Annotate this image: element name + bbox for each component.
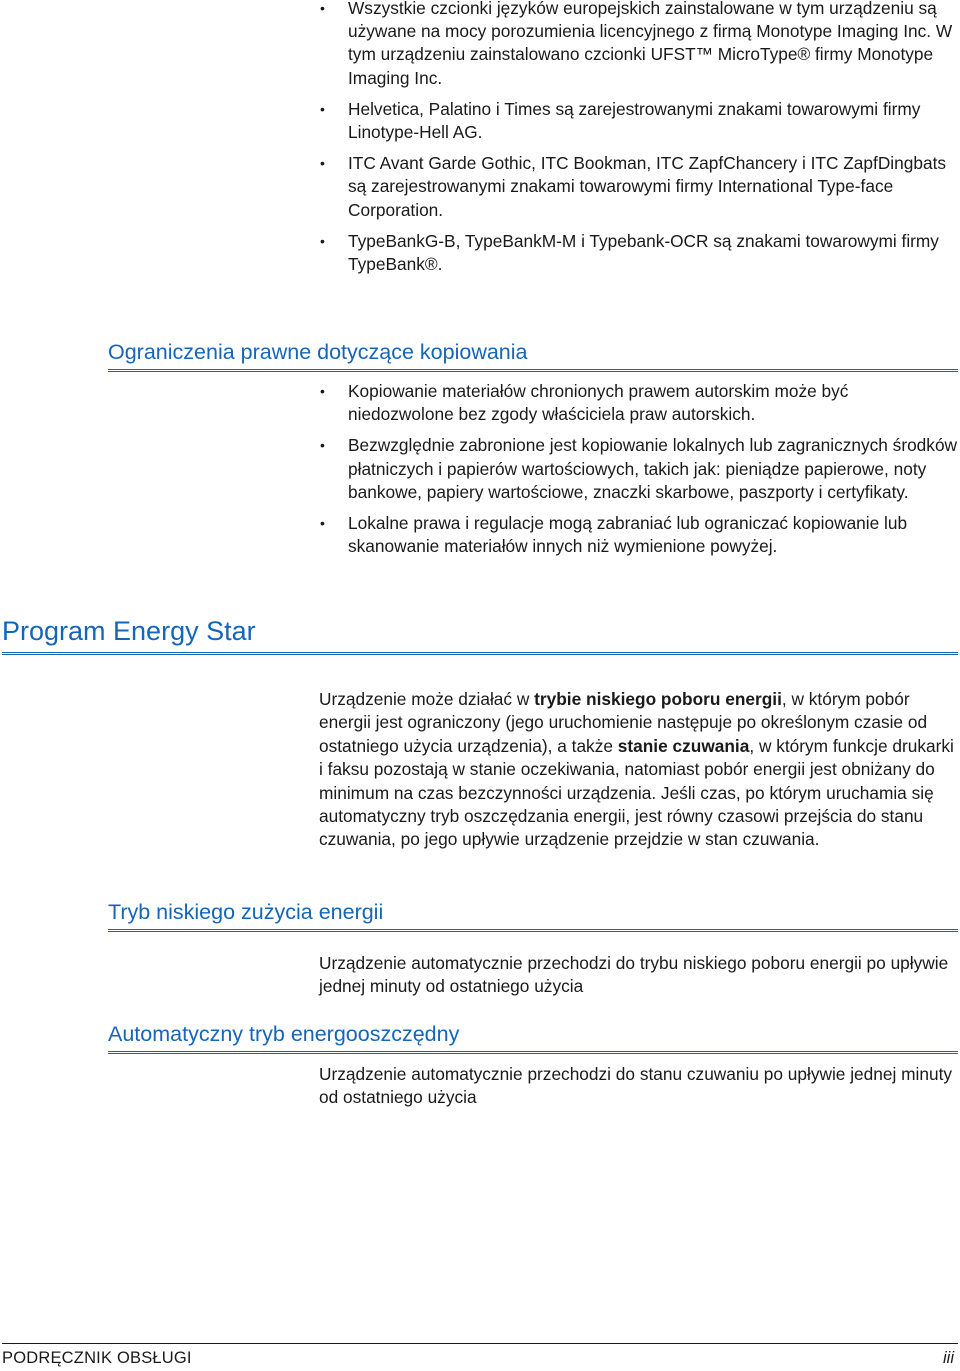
list-item: • TypeBankG-B, TypeBankM-M i Typebank-OCR są znakami towarowymi firmy TypeBank®.	[318, 230, 958, 276]
intro-bold-term: trybie niskiego poboru energii	[534, 689, 782, 709]
intro-text: , w którym pobór energii jest ograniczony (jego uruchomienie następuje po określonym czasie od ostatniego użycia urządzenia), a także	[319, 689, 928, 756]
list-item: • Kopiowanie materiałów chronionych prawem autorskim może być niedozwolone bez zgody właściciela praw autorskich.	[318, 380, 958, 426]
energy-star-heading-divider	[2, 652, 958, 655]
legal-heading: Ograniczenia prawne dotyczące kopiowania	[108, 340, 528, 364]
energy-star-heading: Program Energy Star	[2, 616, 256, 646]
auto-sleep-heading-divider	[108, 1051, 958, 1054]
low-power-text: Urządzenie automatycznie przechodzi do trybu niskiego poboru energii po upływie jednej minuty od ostatniego użycia	[319, 953, 949, 997]
list-item: • ITC Avant Garde Gothic, ITC Bookman, ITC ZapfChancery i ITC ZapfDingbats są zarejestrowanymi znakami towarowymi firmy International Type-face Corporation.	[318, 152, 958, 222]
intro-text: , w którym funkcje drukarki i faksu pozostają w stanie oczekiwania, natomiast pobór energii jest obniżany do minimum na czas bezczynności urządzenia. Jeśli czas, po którym uruchamia się automatyczny tryb oszczędzania energii, jest równy czasowi przejścia do stanu czuwania, po jego upływie urządzenie przejdzie w stan czuwania.	[319, 735, 954, 850]
intro-text: Urządzenie może działać w	[319, 689, 535, 709]
legal-list	[318, 380, 958, 566]
list-item: • Lokalne prawa i regulacje mogą zabraniać lub ograniczać kopiowanie lub skanowanie materiałów innych niż wymienione powyżej.	[318, 512, 958, 558]
list-item: • Wszystkie czcionki języków europejskich zainstalowane w tym urządzeniu są używane na mocy porozumienia licencyjnego z firmą Monotype Imaging Inc. W tym urządzeniu zainstalowano czcionki UFST™ MicroType® firmy Monotype Imaging Inc.	[318, 0, 958, 90]
footer-divider	[2, 1343, 958, 1344]
list-item: • Bezwzględnie zabronione jest kopiowanie lokalnych lub zagranicznych środków płatniczych i papierów wartościowych, takich jak: pieniądze papierowe, noty bankowe, papiery wartościowe, znaczki skarbowe, paszporty i certyfikaty.	[318, 434, 958, 504]
list-item: • Helvetica, Palatino i Times są zarejestrowanymi znakami towarowymi firmy Linotype-Hell AG.	[318, 98, 958, 144]
fonts-list	[318, 0, 958, 284]
footer-manual-title: PODRĘCZNIK OBSŁUGI	[2, 1349, 192, 1367]
low-power-heading: Tryb niskiego zużycia energii	[108, 900, 384, 924]
energy-intro-paragraph	[319, 688, 957, 852]
low-power-heading-divider	[108, 929, 958, 932]
intro-bold-term: stanie czuwania	[617, 735, 750, 756]
page-number: iii	[943, 1349, 954, 1367]
auto-sleep-heading: Automatyczny tryb energooszczędny	[108, 1022, 460, 1046]
auto-sleep-text: Urządzenie automatycznie przechodzi do stanu czuwaniu po upływie jednej minuty od ostatniego użycia	[319, 1064, 953, 1108]
legal-heading-divider	[108, 369, 958, 372]
